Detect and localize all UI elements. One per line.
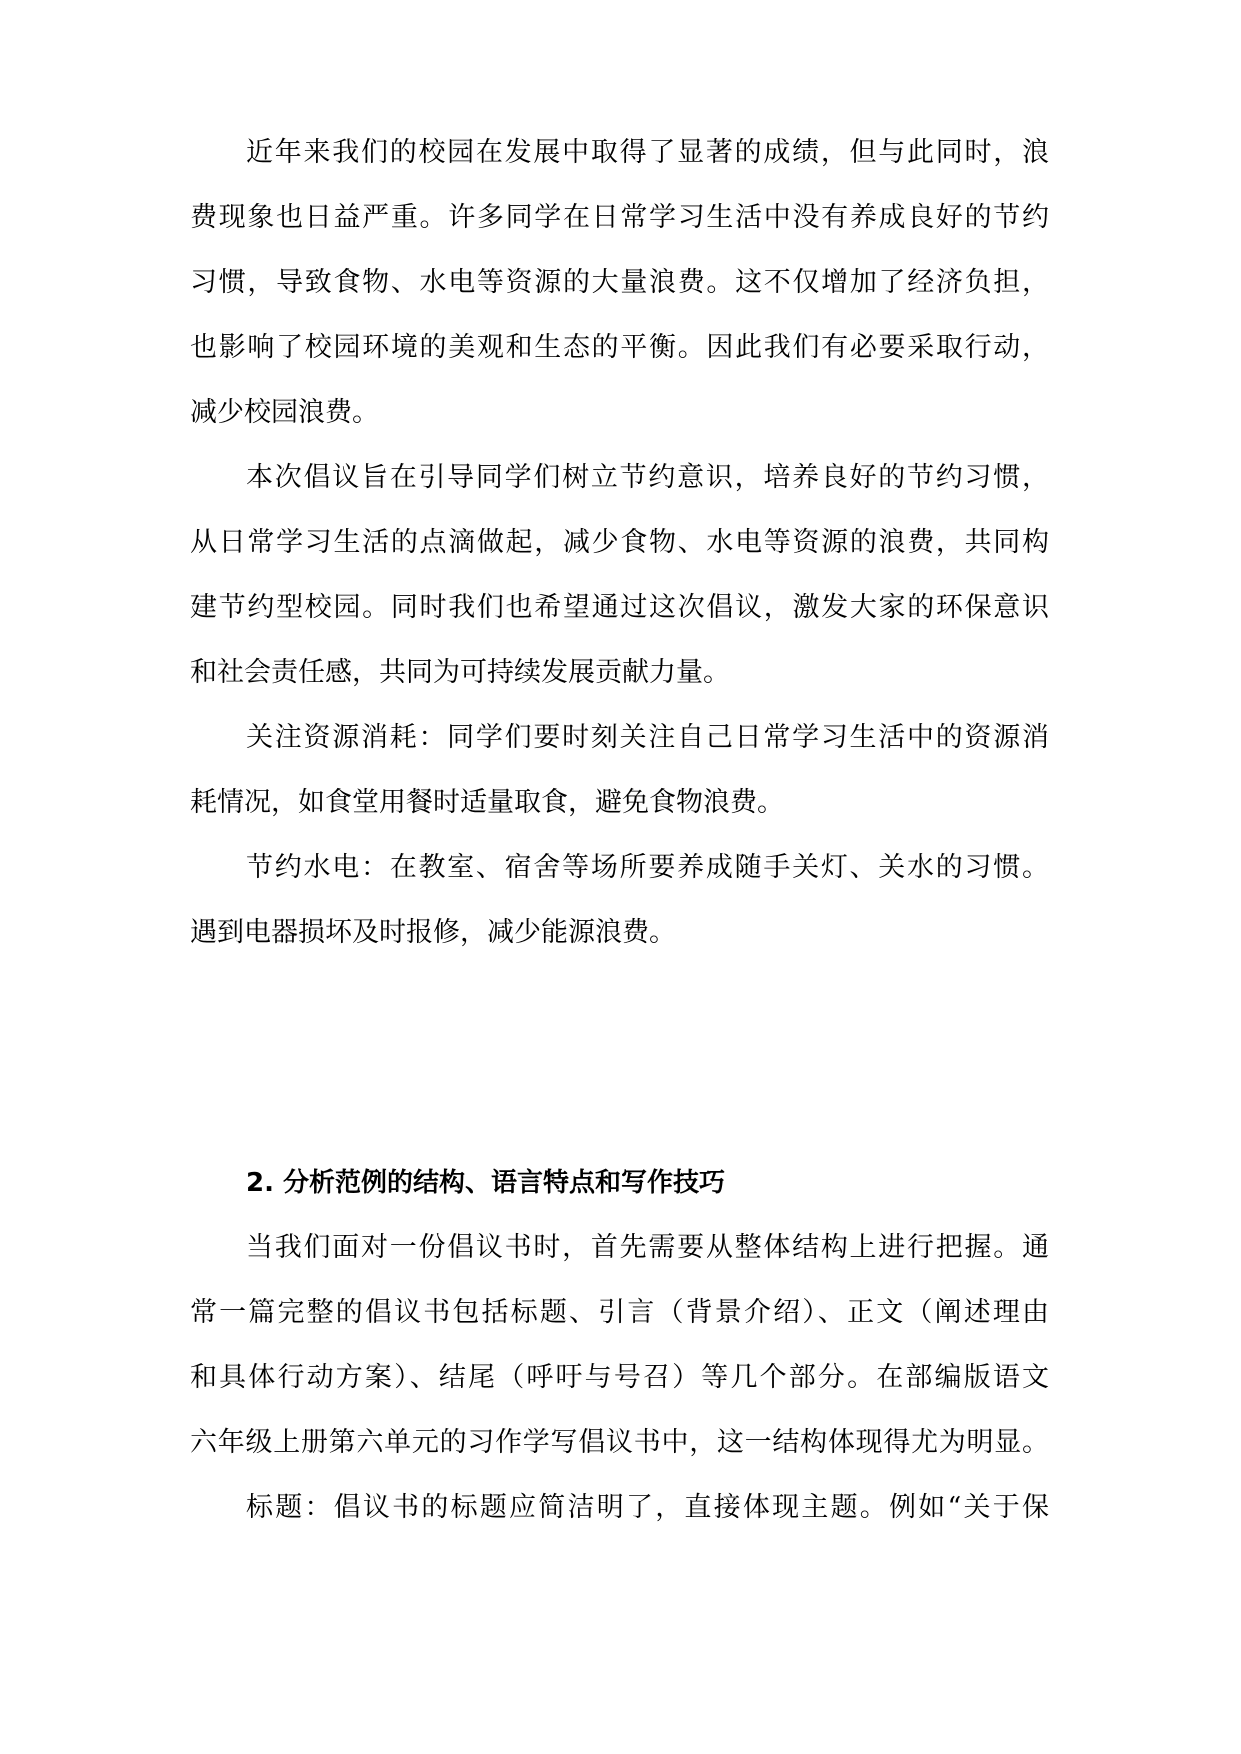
paragraph-2-line-3: 建节约型校园。同时我们也希望通过这次倡议，激发大家的环保意识 [190,592,1049,623]
paragraph-1-line-2: 费现象也日益严重。许多同学在日常学习生活中没有养成良好的节约 [190,202,1049,233]
paragraph-3-line-2: 耗情况，如食堂用餐时适量取食，避免食物浪费。 [190,787,784,818]
paragraph-2-line-2: 从日常学习生活的点滴做起，减少食物、水电等资源的浪费，共同构 [190,527,1049,558]
paragraph-2-line-4: 和社会责任感，共同为可持续发展贡献力量。 [190,657,730,688]
paragraph-4-line-1: 节约水电：在教室、宿舍等场所要养成随手关灯、关水的习惯。 [246,852,1049,883]
paragraph-1-line-4: 也影响了校园环境的美观和生态的平衡。因此我们有必要采取行动， [190,332,1049,363]
paragraph-1-line-5: 减少校园浪费。 [190,397,379,428]
paragraph-1-line-3: 习惯，导致食物、水电等资源的大量浪费。这不仅增加了经济负担， [190,267,1049,298]
paragraph-4-line-2: 遇到电器损坏及时报修，减少能源浪费。 [190,917,676,948]
paragraph-3-line-1: 关注资源消耗：同学们要时刻关注自己日常学习生活中的资源消 [246,722,1049,753]
paragraph-5-line-3: 和具体行动方案）、结尾（呼吁与号召）等几个部分。在部编版语文 [190,1362,1049,1393]
paragraph-5-line-2: 常一篇完整的倡议书包括标题、引言（背景介绍）、正文（阐述理由 [190,1297,1049,1328]
paragraph-2-line-1: 本次倡议旨在引导同学们树立节约意识，培养良好的节约习惯， [246,462,1049,493]
section-heading: 2. 分析范例的结构、语言特点和写作技巧 [246,1168,726,1198]
paragraph-5-line-4: 六年级上册第六单元的习作学写倡议书中，这一结构体现得尤为明显。 [190,1427,1049,1458]
paragraph-1-line-1: 近年来我们的校园在发展中取得了显著的成绩，但与此同时，浪 [246,137,1049,168]
paragraph-6-line-1: 标题：倡议书的标题应简洁明了，直接体现主题。例如“关于保 [246,1492,1049,1523]
paragraph-5-line-1: 当我们面对一份倡议书时，首先需要从整体结构上进行把握。通 [246,1232,1049,1263]
